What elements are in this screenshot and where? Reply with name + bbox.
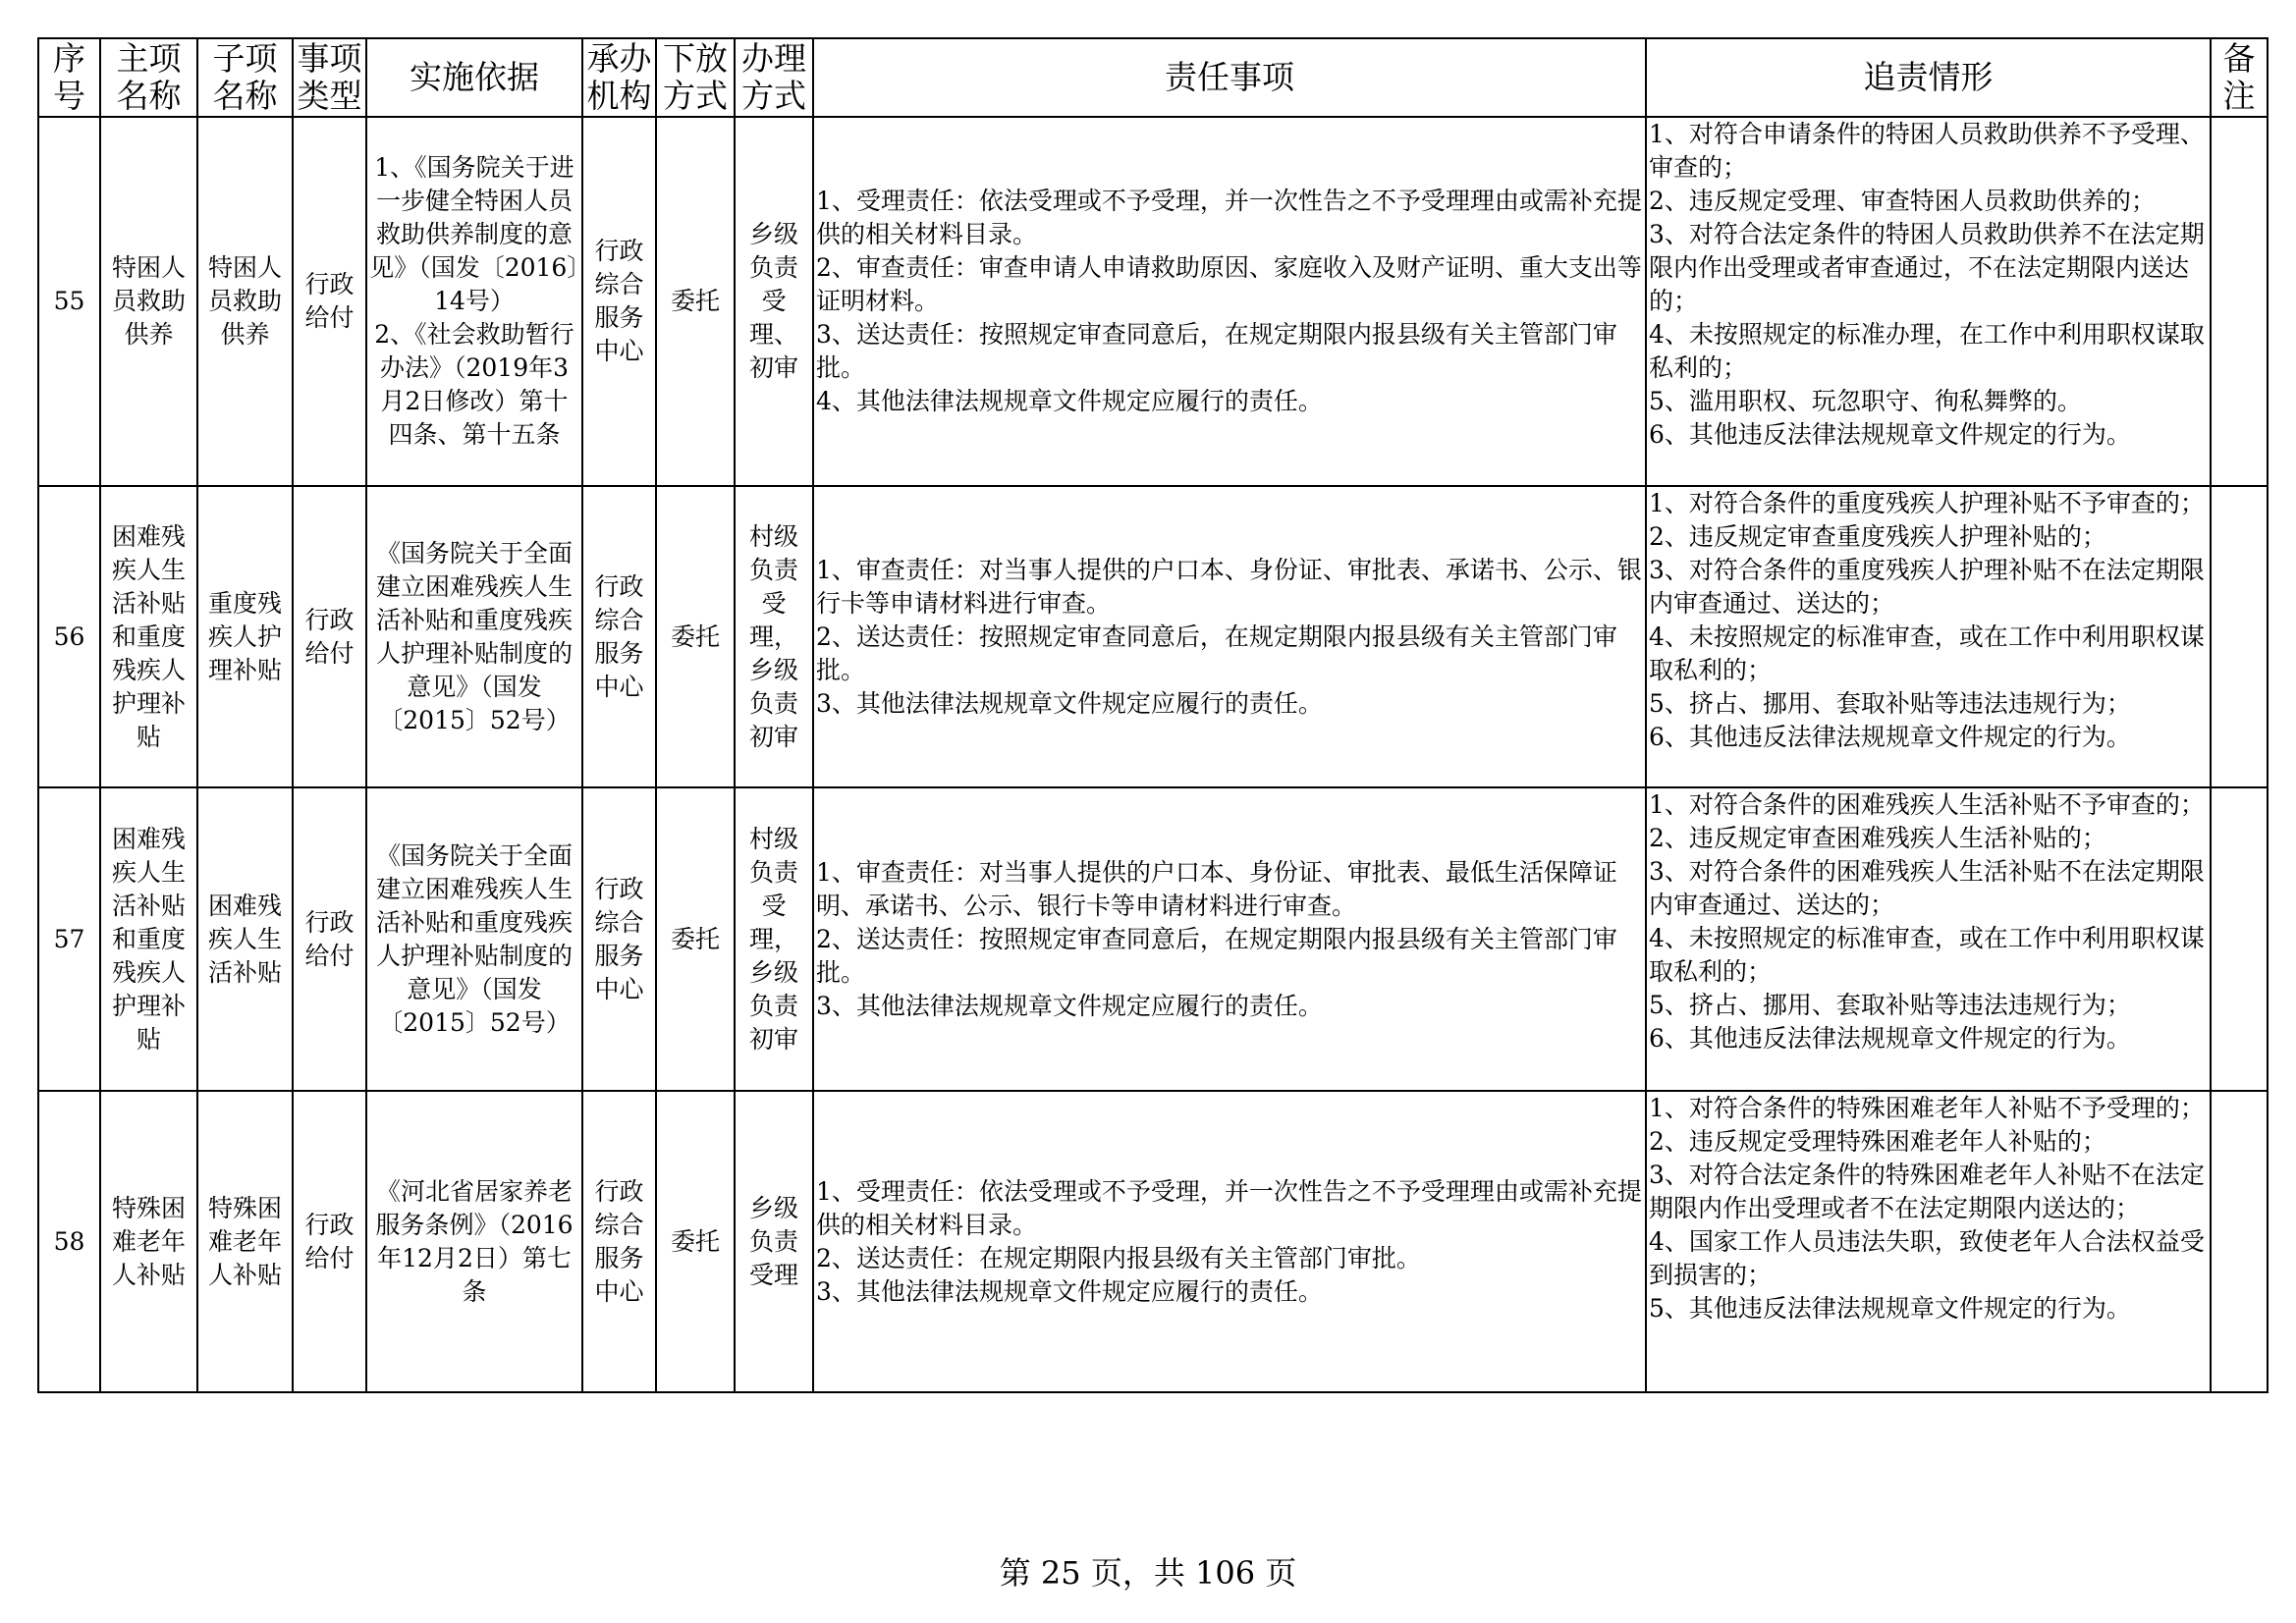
duty-cell: 1、受理责任：依法受理或不予受理，并一次性告之不予受理理由或需补充提供的相关材料目录。 2、审查责任：审查申请人申请救助原因、家庭收入及财产证明、重大支出等证明材料。 3、送达责任：按照规定审查同意后，在规定期限内报县级有关主管部门审批。 4、其他法律法规规章文件规定应履行的责任。: [813, 117, 1646, 486]
accountability-cell: 1、对符合条件的特殊困难老年人补贴不予受理的； 2、违反规定受理特殊困难老年人补贴的； 3、对符合法定条件的特殊困难老年人补贴不在法定期限内作出受理或者不在法定期限内送达的； 4、国家工作人员违法失职，致使老年人合法权益受到损害的； 5、其他违反法律法规规章文件规定的行为。: [1646, 1091, 2211, 1392]
sub-item-cell: 特困人员救助供养: [197, 117, 293, 486]
duty-cell: 1、审查责任：对当事人提供的户口本、身份证、审批表、最低生活保障证明、承诺书、公示、银行卡等申请材料进行审查。 2、送达责任：按照规定审查同意后，在规定期限内报县级有关主管部门审批。 3、其他法律法规规章文件规定应履行的责任。: [813, 787, 1646, 1091]
handle-cell: 村级负责受理，乡级负责初审: [735, 486, 813, 787]
delegate-cell: 委托: [656, 787, 735, 1091]
accountability-cell: 1、对符合条件的困难残疾人生活补贴不予审查的； 2、违反规定审查困难残疾人生活补贴的； 3、对符合条件的困难残疾人生活补贴不在法定期限内审查通过、送达的； 4、未按照规定的标准审查，或在工作中利用职权谋取私利的； 5、挤占、挪用、套取补贴等违法违规行为； 6、其他违反法律法规规章文件规定的行为。: [1646, 787, 2211, 1091]
accountability-cell: 1、对符合条件的重度残疾人护理补贴不予审查的； 2、违反规定审查重度残疾人护理补贴的； 3、对符合条件的重度残疾人护理补贴不在法定期限内审查通过、送达的； 4、未按照规定的标准审查，或在工作中利用职权谋取私利的； 5、挤占、挪用、套取补贴等违法违规行为； 6、其他违反法律法规规章文件规定的行为。: [1646, 486, 2211, 787]
header-sub-item: 子项名称: [197, 38, 293, 117]
header-duty: 责任事项: [813, 38, 1646, 117]
org-cell: 行政综合服务中心: [582, 117, 656, 486]
org-cell: 行政综合服务中心: [582, 1091, 656, 1392]
item-type-cell: 行政给付: [293, 117, 366, 486]
header-seq: 序号: [38, 38, 100, 117]
basis-cell: 《国务院关于全面建立困难残疾人生活补贴和重度残疾人护理补贴制度的意见》（国发〔2015〕52号）: [366, 787, 582, 1091]
accountability-cell: 1、对符合申请条件的特困人员救助供养不予受理、审查的； 2、违反规定受理、审查特困人员救助供养的； 3、对符合法定条件的特困人员救助供养不在法定期限内作出受理或者审查通过，不在法定期限内送达的； 4、未按照规定的标准办理，在工作中利用职权谋取私利的； 5、滥用职权、玩忽职守、徇私舞弊的。 6、其他违反法律法规规章文件规定的行为。: [1646, 117, 2211, 486]
handle-cell: 村级负责受理，乡级负责初审: [735, 787, 813, 1091]
duty-cell: 1、审查责任：对当事人提供的户口本、身份证、审批表、承诺书、公示、银行卡等申请材料进行审查。 2、送达责任：按照规定审查同意后，在规定期限内报县级有关主管部门审批。 3、其他法律法规规章文件规定应履行的责任。: [813, 486, 1646, 787]
header-main-item: 主项名称: [100, 38, 197, 117]
duty-cell: 1、受理责任：依法受理或不予受理，并一次性告之不予受理理由或需补充提供的相关材料目录。 2、送达责任：在规定期限内报县级有关主管部门审批。 3、其他法律法规规章文件规定应履行的责任。: [813, 1091, 1646, 1392]
header-handle: 办理方式: [735, 38, 813, 117]
remark-cell: [2211, 117, 2268, 486]
header-accountability: 追责情形: [1646, 38, 2211, 117]
delegate-cell: 委托: [656, 117, 735, 486]
item-type-cell: 行政给付: [293, 787, 366, 1091]
item-type-cell: 行政给付: [293, 1091, 366, 1392]
table-header-row: [38, 38, 2268, 117]
delegate-cell: 委托: [656, 486, 735, 787]
table-row: [38, 486, 2268, 787]
basis-cell: 《国务院关于全面建立困难残疾人生活补贴和重度残疾人护理补贴制度的意见》（国发〔2015〕52号）: [366, 486, 582, 787]
seq-cell: 56: [38, 486, 100, 787]
main-item-cell: 困难残疾人生活补贴和重度残疾人护理补贴: [100, 486, 197, 787]
table-row: [38, 117, 2268, 486]
table-row: [38, 1091, 2268, 1392]
delegate-cell: 委托: [656, 1091, 735, 1392]
table-row: [38, 787, 2268, 1091]
header-basis: 实施依据: [366, 38, 582, 117]
seq-cell: 57: [38, 787, 100, 1091]
handle-cell: 乡级负责受理、初审: [735, 117, 813, 486]
handle-cell: 乡级负责受理: [735, 1091, 813, 1392]
sub-item-cell: 特殊困难老年人补贴: [197, 1091, 293, 1392]
main-item-cell: 特殊困难老年人补贴: [100, 1091, 197, 1392]
header-item-type: 事项类型: [293, 38, 366, 117]
org-cell: 行政综合服务中心: [582, 787, 656, 1091]
remark-cell: [2211, 486, 2268, 787]
basis-cell: 1、《国务院关于进一步健全特困人员救助供养制度的意见》（国发〔2016〕14号） 2、《社会救助暂行办法》（2019年3月2日修改）第十四条、第十五条: [366, 117, 582, 486]
header-remark: 备注: [2211, 38, 2268, 117]
org-cell: 行政综合服务中心: [582, 486, 656, 787]
header-delegate: 下放方式: [656, 38, 735, 117]
basis-cell: 《河北省居家养老服务条例》（2016年12月2日）第七条: [366, 1091, 582, 1392]
sub-item-cell: 困难残疾人生活补贴: [197, 787, 293, 1091]
remark-cell: [2211, 787, 2268, 1091]
seq-cell: 58: [38, 1091, 100, 1392]
main-item-cell: 困难残疾人生活补贴和重度残疾人护理补贴: [100, 787, 197, 1091]
main-item-cell: 特困人员救助供养: [100, 117, 197, 486]
responsibility-table: [37, 37, 2269, 1393]
sub-item-cell: 重度残疾人护理补贴: [197, 486, 293, 787]
item-type-cell: 行政给付: [293, 486, 366, 787]
seq-cell: 55: [38, 117, 100, 486]
page-number: 第 25 页，共 106 页: [999, 1554, 1297, 1592]
header-org: 承办机构: [582, 38, 656, 117]
remark-cell: [2211, 1091, 2268, 1392]
